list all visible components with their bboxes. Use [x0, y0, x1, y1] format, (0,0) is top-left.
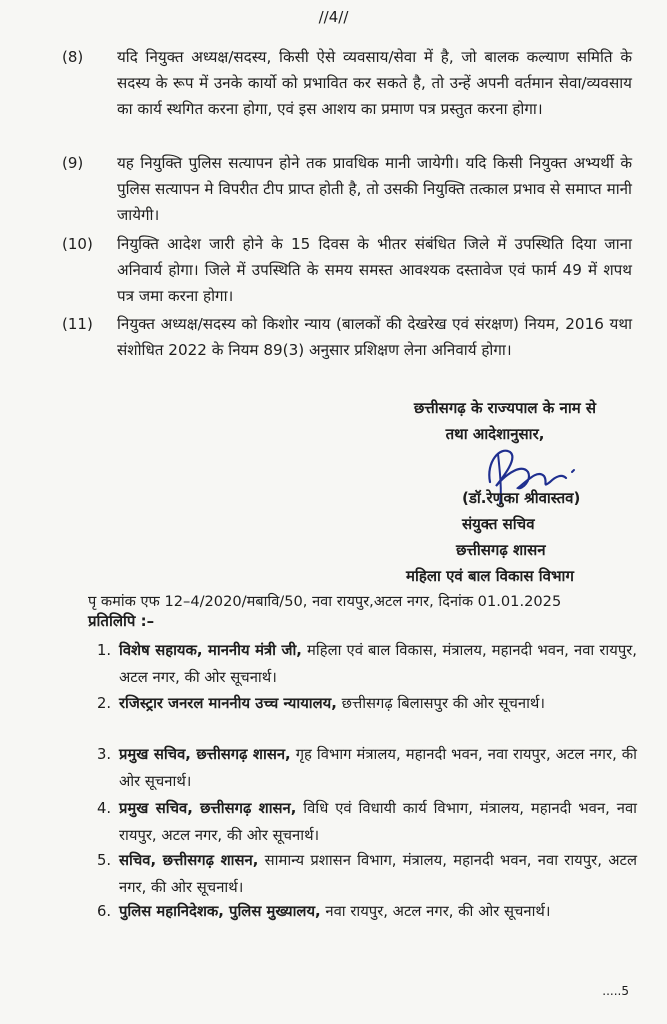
condition-number: (8): [62, 48, 84, 66]
continuation-marker: .....5: [602, 984, 629, 998]
copy-recipient-title: प्रमुख सचिव, छत्तीसगढ़ शासन,: [119, 800, 297, 817]
condition-text: यह नियुक्ति पुलिस सत्यापन होने तक प्रावधिक मानी जायेगी। यदि किसी नियुक्त अभ्यर्थी के पुलिस सत्यापन मे विपरीत टीप प्राप्त होती है, तो उसकी नियुक्ति तत्काल प्रभाव से समाप्त मानी जायेगी।: [117, 154, 632, 224]
copy-recipient-detail: नवा रायपुर, अटल नगर, की ओर सूचनार्थ।: [320, 903, 551, 920]
copy-recipient-detail: सामान्य प्रशासन विभाग, मंत्रालय, महानदी भवन, नवा रायपुर, अटल नगर, की ओर सूचनार्थ।: [119, 852, 637, 896]
copy-recipient-4: [97, 795, 637, 849]
condition-item-8: [62, 44, 632, 122]
copy-number: 5.: [97, 852, 112, 869]
copy-number: 4.: [97, 800, 112, 817]
copy-recipient-title: विशेष सहायक, माननीय मंत्री जी,: [119, 642, 302, 659]
condition-item-11: [62, 311, 632, 363]
copy-number: 6.: [97, 903, 112, 920]
copy-recipient-3: [97, 741, 637, 795]
condition-text: नियुक्त अध्यक्ष/सदस्य को किशोर न्याय (बालकों की देखरेख एवं संरक्षण) नियम, 2016 यथा संशोधित 2022 के नियम 89(3) अनुसार प्रशिक्षण लेना अनिवार्य होगा।: [117, 315, 632, 359]
copy-number: 1.: [97, 642, 112, 659]
condition-text: नियुक्ति आदेश जारी होने के 15 दिवस के भीतर संबंधित जिले में उपस्थिति दिया जाना अनिवार्य होगा। जिले में उपस्थिति के समय समस्त आवश्यक दस्तावेज एवं फार्म 49 में शपथ पत्र जमा करना होगा।: [117, 235, 632, 305]
copy-recipient-2: [97, 690, 637, 717]
copy-number: 3.: [97, 746, 112, 763]
officer-designation: संयुक्त सचिव: [462, 515, 535, 533]
copy-recipient-6: [97, 898, 637, 925]
condition-number: (10): [62, 235, 93, 253]
condition-item-10: [62, 231, 632, 309]
copy-recipient-title: प्रमुख सचिव, छत्तीसगढ़ शासन,: [119, 746, 291, 763]
copy-recipient-title: सचिव, छत्तीसगढ़ शासन,: [119, 852, 259, 869]
copy-recipient-5: [97, 847, 637, 901]
condition-item-9: [62, 150, 632, 228]
government-name: छत्तीसगढ़ शासन: [456, 541, 546, 559]
copy-number: 2.: [97, 695, 112, 712]
copy-recipient-1: [97, 637, 637, 691]
signature-order-line: तथा आदेशानुसार,: [445, 425, 545, 443]
condition-number: (11): [62, 315, 93, 333]
signature-authority-line: छत्तीसगढ़ के राज्यपाल के नाम से: [413, 399, 597, 417]
condition-text: यदि नियुक्त अध्यक्ष/सदस्य, किसी ऐसे व्यवसाय/सेवा में है, जो बालक कल्याण समिति के सदस्य के रूप में उनके कार्यो को प्रभावित कर सकते है, तो उन्हें अपनी वर्तमान सेवा/व्यवसाय का कार्य स्थगित करना होगा, एवं इस आशय का प्रमाण पत्र प्रस्तुत करना होगा।: [117, 48, 632, 118]
page-number: //4//: [318, 8, 349, 26]
copy-heading: प्रतिलिपि :–: [88, 612, 155, 630]
reference-number-line: पृ कमांक एफ 12–4/2020/मबावि/50, नवा रायपुर,अटल नगर, दिनांक 01.01.2025: [88, 593, 562, 610]
copy-recipient-detail: गृह विभाग मंत्रालय, महानदी भवन, नवा रायपुर, अटल नगर, की ओर सूचनार्थ।: [119, 746, 637, 790]
copy-recipient-detail: छत्तीसगढ़ बिलासपुर की ओर सूचनार्थ।: [336, 695, 546, 712]
officer-name: (डॉ.रेणुका श्रीवास्तव): [462, 489, 581, 507]
copy-recipient-detail: विधि एवं विधायी कार्य विभाग, मंत्रालय, महानदी भवन, नवा रायपुर, अटल नगर, की ओर सूचनार्थ।: [119, 800, 638, 844]
condition-number: (9): [62, 154, 84, 172]
department-name: महिला एवं बाल विकास विभाग: [406, 567, 574, 585]
copy-recipient-title: रजिस्ट्रार जनरल माननीय उच्च न्यायालय,: [119, 695, 337, 712]
copy-recipient-detail: महिला एवं बाल विकास, मंत्रालय, महानदी भवन, नवा रायपुर, अटल नगर, की ओर सूचनार्थ।: [119, 642, 637, 686]
copy-recipient-title: पुलिस महानिदेशक, पुलिस मुख्यालय,: [119, 903, 321, 920]
